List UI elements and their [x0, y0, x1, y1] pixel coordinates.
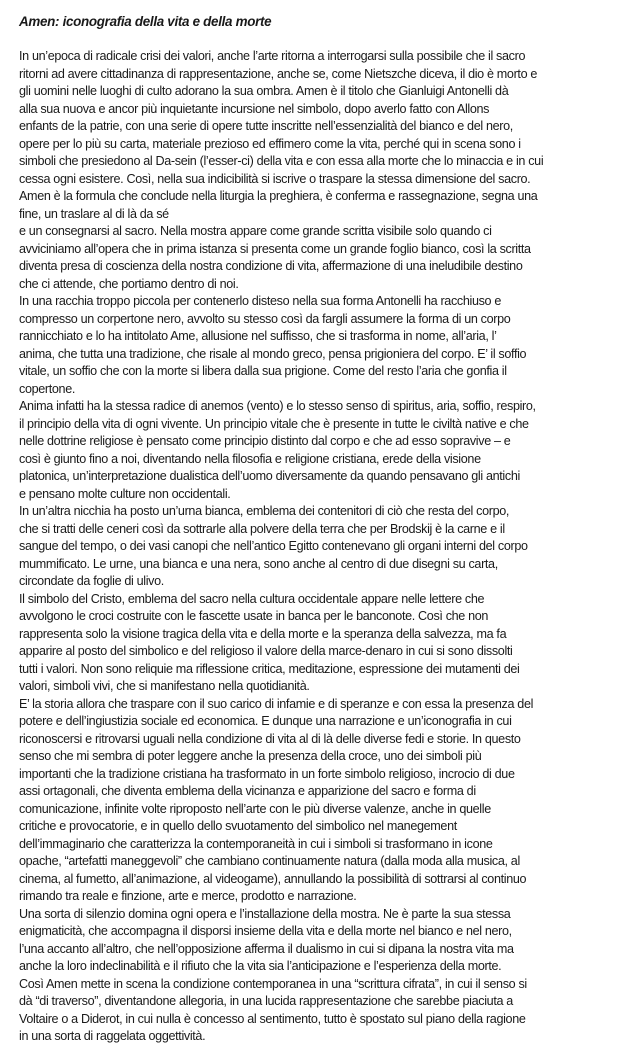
text-line: dà “di traverso”, diventandone allegoria, in una lucida rappresentazione che sarebbe piaciuta a [19, 994, 513, 1008]
spacer [19, 32, 615, 48]
text-line: enigmaticità, che accompagna il disporsi insieme della vita e della morte nel bianco e nel nero, [19, 924, 512, 938]
text-line: e un consegnarsi al sacro. Nella mostra appare come grande scritta visibile solo quando ci [19, 224, 492, 238]
text-line: comunicazione, infinite volte riproposto nell’arte con le più diverse valenze, anche in quelle [19, 801, 491, 816]
text-line: riconoscersi e ritrovarsi uguali nella condizione di vita al di là delle diverse fedi e storie. In questo [19, 731, 521, 746]
text-line: platonica, un’interpretazione dualistica dell’uomo diversamente da quando pensavano gli antichi [19, 469, 520, 483]
text-line: cessa ogni esistere. Così, nella sua indicibilità si iscrive o traspare la stessa dimensione del sacro. [19, 171, 531, 186]
text-line: cinema, al fumetto, all’animazione, al videogame), annullando la possibilità di sottrarsi al continuo [19, 871, 527, 886]
document-body [19, 48, 615, 1046]
text-line: potere e dell’ingiustizia sociale ed economica. E dunque una narrazione e un’iconografia in cui [19, 714, 512, 728]
text-line: rimando tra reale e finzione, arte e merce, prodotto e narrazione. [19, 889, 357, 903]
text-line: E’ la storia allora che traspare con il suo carico di infamie e di speranze e con essa la presenza del [19, 696, 534, 711]
text-line: alla sua nuova e ancor più inquietante incursione nel simbolo, dopo averlo fatto con Allons [19, 101, 490, 116]
text-line: avvolgono le croci costruite con le fascette usate in banca per le banconote. Così che non [19, 609, 489, 623]
text-line: Anima infatti ha la stessa radice di anemos (vento) e lo stesso senso di spiritus, aria, soffio, respiro, [19, 399, 536, 413]
document-title: Amen: iconografia della vita e della morte [19, 14, 272, 29]
text-line: Una sorta di silenzio domina ogni opera e l’installazione della mostra. Ne è parte la sua stessa [19, 906, 511, 921]
text-line: diventa presa di coscienza della nostra condizione di vita, affermazione di una ineludibile destino [19, 259, 523, 273]
text-line: fine, un traslare al di là da sé [19, 206, 169, 221]
text-line: Così Amen mette in scena la condizione contemporanea in una “scrittura cifrata”, in cui il senso si [19, 976, 527, 991]
text-line: il principio della vita di ogni vivente. Un principio vitale che è presente in tutte le civiltà native e che [19, 416, 529, 431]
text-line: l’una accanto all’altro, che nell’opposizione afferma il dualismo in cui si dipana la nostra vita ma [19, 941, 514, 956]
document [19, 12, 615, 1046]
text-line: in una sorta di raggelata oggettività. [19, 1029, 206, 1043]
text-line: anche la loro indeclinabilità e il rifiuto che la vita sia l’anticipazione e l’esperienza della morte. [19, 959, 502, 973]
text-line: In un’altra nicchia ha posto un’urna bianca, emblema dei contenitori di ciò che resta del corpo, [19, 504, 510, 518]
text-line: che si tratti delle ceneri così da sottrarle alla polvere della terra che per Brodskij è la carne e il [19, 521, 505, 536]
text-line: rappresenta solo la visione tragica della vita e della morte e la speranza della salvezza, ma fa [19, 626, 507, 641]
text-line: gli uomini nelle luoghi di culto adorano la sua ombra. Amen è il titolo che Gianluigi Antonelli dà [19, 84, 509, 98]
text-line: In un’epoca di radicale crisi dei valori, anche l’arte ritorna a interrogarsi sulla possibile che il sacro [19, 49, 526, 63]
text-line: critiche e provocatorie, e in quello dello svuotamento del simbolico nel manegement [19, 819, 457, 833]
text-line: anima, che tutta una tradizione, che risale al mondo greco, pensa prigioniera del corpo. E’ il soffio [19, 346, 527, 361]
text-line: ritorni ad avere cittadinanza di rappresentazione, anche se, come Nietszche diceva, il dio è morto e [19, 66, 538, 81]
text-line: così è giunto fino a noi, diventando nella filosofia e religione cristiana, erede della visione [19, 451, 481, 466]
text-line: valori, simboli vivi, che si manifestano nella quotidianità. [19, 679, 310, 693]
text-line: senso che mi sembra di poter leggere anche la presenza della croce, uno dei simboli più [19, 749, 482, 763]
text-line: Amen è la formula che conclude nella liturgia la preghiera, è conferma e rassegnazione, segna una [19, 189, 538, 203]
text-line: assi ortagonali, che diventa emblema della vicinanza e apparizione del sacro e forma di [19, 784, 476, 798]
text-line: e pensano molte culture non occidentali. [19, 486, 231, 501]
text-line: importanti che la tradizione cristiana ha trasformato in un forte simbolo religioso, incrocio di due [19, 766, 515, 781]
text-line: circondate da foglie di ulivo. [19, 574, 164, 588]
text-line: apparire al posto del simbolico e del religioso il valore della marce-denaro in cui si sono dissolti [19, 644, 513, 658]
text-line: tutti i valori. Non sono reliquie ma riflessione critica, meditazione, espressione dei mutamenti dei [19, 661, 520, 676]
text-line: che ci attende, che portiamo dentro di noi. [19, 276, 239, 291]
text-line: nelle dottrine religiose è pensato come principio distinto dal corpo e che ad esso sopravive – e [19, 434, 511, 448]
text-line: dell’immaginario che caratterizza la contemporaneità in cui i simboli si trasformano in icone [19, 836, 493, 851]
text-line: enfants de la patrie, con una serie di opere tutte inscritte nell’essenzialità del bianco e del nero, [19, 119, 513, 133]
text-line: sangue del tempo, o dei vasi canopi che nell’antico Egitto contenevano gli organi interni del corpo [19, 539, 528, 553]
text-line: Voltaire o a Diderot, in cui nulla è concesso al sentimento, tutto è spostato sul piano della ragione [19, 1011, 526, 1026]
text-line: copertone. [19, 381, 76, 396]
text-line: In una racchia troppo piccola per contenerlo disteso nella sua forma Antonelli ha racchiuso e [19, 294, 502, 308]
text-line: rannicchiato e lo ha intitolato Ame, allusione nel suffisso, che si trasforma in nome, all’aria, l’ [19, 329, 497, 343]
text-line: mummificato. Le urne, una bianca e una nera, sono anche al centro di due disegni su carta, [19, 556, 498, 571]
text-line: opere per lo più su carta, materiale prezioso ed effimero come la vita, perché qui in scena sono i [19, 136, 521, 151]
text-line: simboli che presiedono al Da-sein (l’esser-ci) della vita e con essa alla morte che lo minaccia e in cui [19, 154, 544, 168]
text-line: compresso un corpertone nero, avvolto su stesso così da fargli assumere la forma di un corpo [19, 311, 511, 326]
text-line: Il simbolo del Cristo, emblema del sacro nella cultura occidentale appare nelle lettere che [19, 591, 485, 606]
text-line: vitale, un soffio che con la morte si libera dalla sua prigione. Come del resto l’aria che gonfia il [19, 364, 507, 378]
text-line: opache, “artefatti maneggevoli” che cambiano continuamente natura (dalla moda alla musica, al [19, 854, 520, 868]
text-line: avviciniamo all’opera che in prima istanza si presenta come un grande foglio bianco, così la scritta [19, 241, 531, 256]
